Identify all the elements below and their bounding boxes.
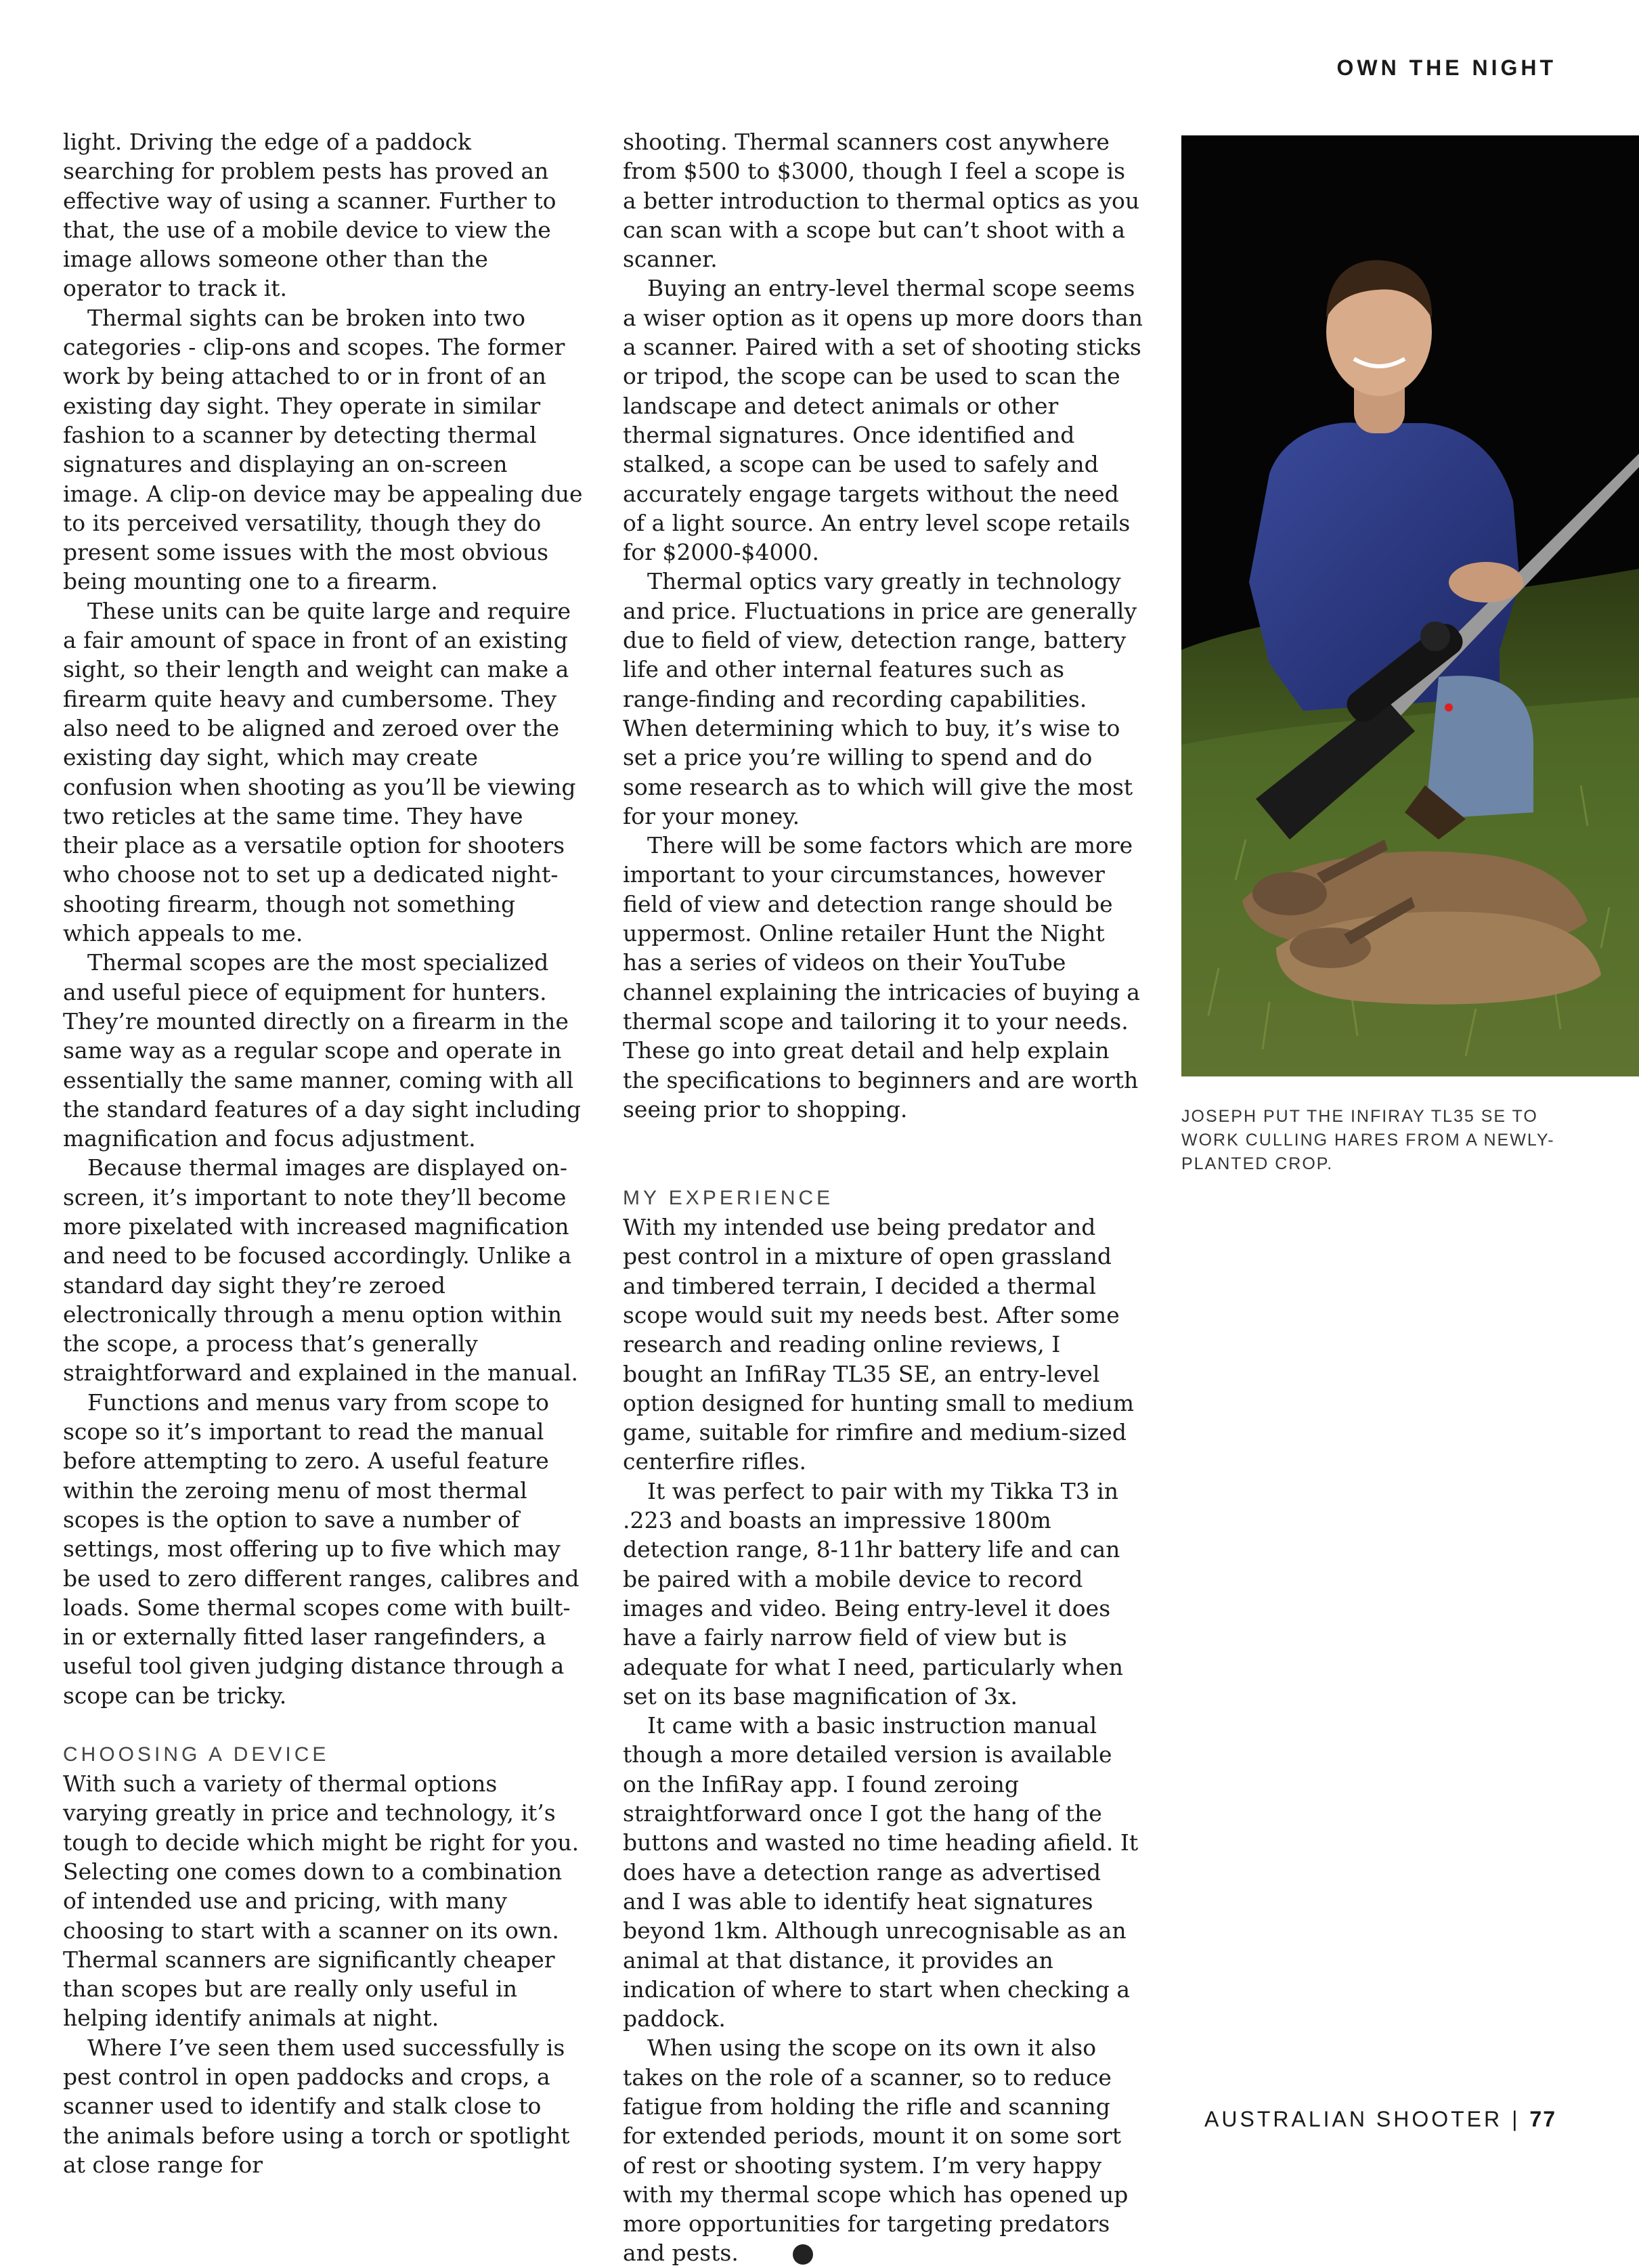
photo-caption: JOSEPH PUT THE INFIRAY TL35 SE TO WORK CULLING HARES FROM A NEWLY-PLANTED CROP. — [1181, 1107, 1555, 1173]
paragraph: shooting. Thermal scanners cost anywhere from $500 to $3000, though I feel a scope is a better introduction to thermal optics as you can scan with a scope but can’t shoot with a scanner. — [623, 129, 1140, 273]
paragraph: It was perfect to pair with my Tikka T3 in .223 and boasts an impressive 1800m detection range, 8-11hr battery life and can be paired with a mobile device to record images and video. Being entry-level it does have a fairly narrow field of view but is adequate for what I need, particularly when set on its base magnification of 3x. — [623, 1477, 1123, 1709]
paragraph: Buying an entry-level thermal scope seems a wiser option as it opens up more doors than a scanner. Paired with a set of shooting sticks or tripod, the scope can be used to scan the landscape and detect animals or other thermal signatures. Once identified and stalked, a scope can be used to safely and accurately engage targets without the need of a light source. An entry level scope retails for $2000-$4000. — [623, 275, 1143, 566]
paragraph: Because thermal images are displayed on-screen, it’s important to note they’ll become more pixelated with increased magnification and need to be focused accordingly. Unlike a standard day sight they’re zeroed electronically through a menu option within the scope, a process that’s generally straightforward and explained in the manual. — [63, 1154, 579, 1387]
paragraph: It came with a basic instruction manual though a more detailed version is available on the InfiRay app. I found zeroing straightforward once I got the hang of the buttons and wasted no time heading afield. It does have a detection range as advertised and I was able to identify heat signatures beyond 1km. Although unrecognisable as an animal at that distance, it provides an indication of where to start when checking a paddock. — [623, 1712, 1139, 2032]
paragraph: Thermal optics vary greatly in technology and price. Fluctuations in price are generally due to field of view, detection range, battery life and other internal features such as range-finding and recording capabilities. When determining which to buy, it’s wise to set a price you’re willing to spend and do some research as to which will give the most for your money. — [623, 568, 1137, 829]
subheading-choosing-a-device: CHOOSING A DEVICE — [63, 1743, 330, 1766]
article-column-2 — [623, 127, 1144, 2268]
paragraph-final — [623, 2033, 1144, 2267]
paragraph: With my intended use being predator and pest control in a mixture of open grassland and timbered terrain, I decided a thermal scope would suit my needs best. After some research and reading online reviews, I bought an InfiRay TL35 SE, an entry-level option designed for hunting small to medium game, suitable for rimfire and medium-sized centerfire rifles. — [623, 1214, 1135, 1475]
end-of-article-icon — [793, 2244, 813, 2265]
paragraph: Thermal sights can be broken into two categories - clip-ons and scopes. The former work by being attached to or in front of an existing day sight. They operate in similar fashion to a scanner by detecting thermal signatures and displaying an on-screen image. A clip-on device may be appealing due to its perceived versatility, though they do present some issues with the most obvious being mounting one to a firearm. — [63, 304, 583, 595]
paragraph: Functions and menus vary from scope to scope so it’s important to read the manual before attempting to zero. A useful feature within the zeroing menu of most thermal scopes is the option to save a number of settings, most offering up to five which may be used to zero different ranges, calibres and loads. Some thermal scopes come with built-in or externally fitted laser rangefinders, a useful tool given judging distance through a scope can be tricky. — [63, 1389, 580, 1709]
subheading-my-experience: MY EXPERIENCE — [623, 1187, 834, 1210]
page-footer — [1204, 2107, 1556, 2132]
hunter-photo-illustration — [1181, 135, 1639, 1076]
page-number: 77 — [1529, 2107, 1556, 2131]
paragraph: With such a variety of thermal options varying greatly in price and technology, it’s tough to decide which might be right for you. Selecting one comes down to a combination of intended use and pricing, with many choosing to start with a scanner on its own. Thermal scanners are significantly cheaper than scopes but are really only useful in helping identify animals at night. — [63, 1770, 580, 2032]
section-tag: OWN THE NIGHT — [1336, 56, 1556, 80]
footer-separator: | — [1512, 2107, 1521, 2131]
publication-name: AUSTRALIAN SHOOTER — [1204, 2107, 1503, 2131]
paragraph: There will be some factors which are more important to your circumstances, however field of view and detection range should be uppermost. Online retailer Hunt the Night has a series of videos on their YouTube channel explaining the intricacies of buying a thermal scope and tailoring it to your needs. These go into great detail and help explain the specifications to beginners and are worth seeing prior to shopping. — [623, 832, 1140, 1122]
paragraph: These units can be quite large and require a fair amount of space in front of an existing sight, so their length and weight can make a firearm quite heavy and cumbersome. They also need to be aligned and zeroed over the existing day sight, which may create confusion when shooting as you’ll be viewing two reticles at the same time. They have their place as a versatile option for shooters who choose not to set up a dedicated night-shooting firearm, though not something which appeals to me. — [63, 597, 576, 947]
article-column-1 — [63, 127, 584, 2179]
paragraph-text: When using the scope on its own it also takes on the role of a scanner, so to reduce fatigue from holding the rifle and scanning for extended periods, mount it on some sort of rest or shooting system. I’m very happy with my thermal scope which has opened up more opportunities for targeting predators and pests. — [623, 2034, 1129, 2267]
paragraph: light. Driving the edge of a paddock searching for problem pests has proved an effective way of using a scanner. Further to that, the use of a mobile device to view the image allows someone other than the operator to track it. — [63, 129, 556, 302]
paragraph: Where I’ve seen them used successfully is pest control in open paddocks and crops, a scanner used to identify and stalk close to the animals before using a torch or spotlight at close range for — [63, 2034, 570, 2178]
paragraph: Thermal scopes are the most specialized and useful piece of equipment for hunters. They’re mounted directly on a firearm in the same way as a regular scope and operate in essentially the same manner, coming with all the standard features of a day sight including magnification and focus adjustment. — [63, 949, 581, 1152]
hunter-photo — [1181, 135, 1639, 1076]
